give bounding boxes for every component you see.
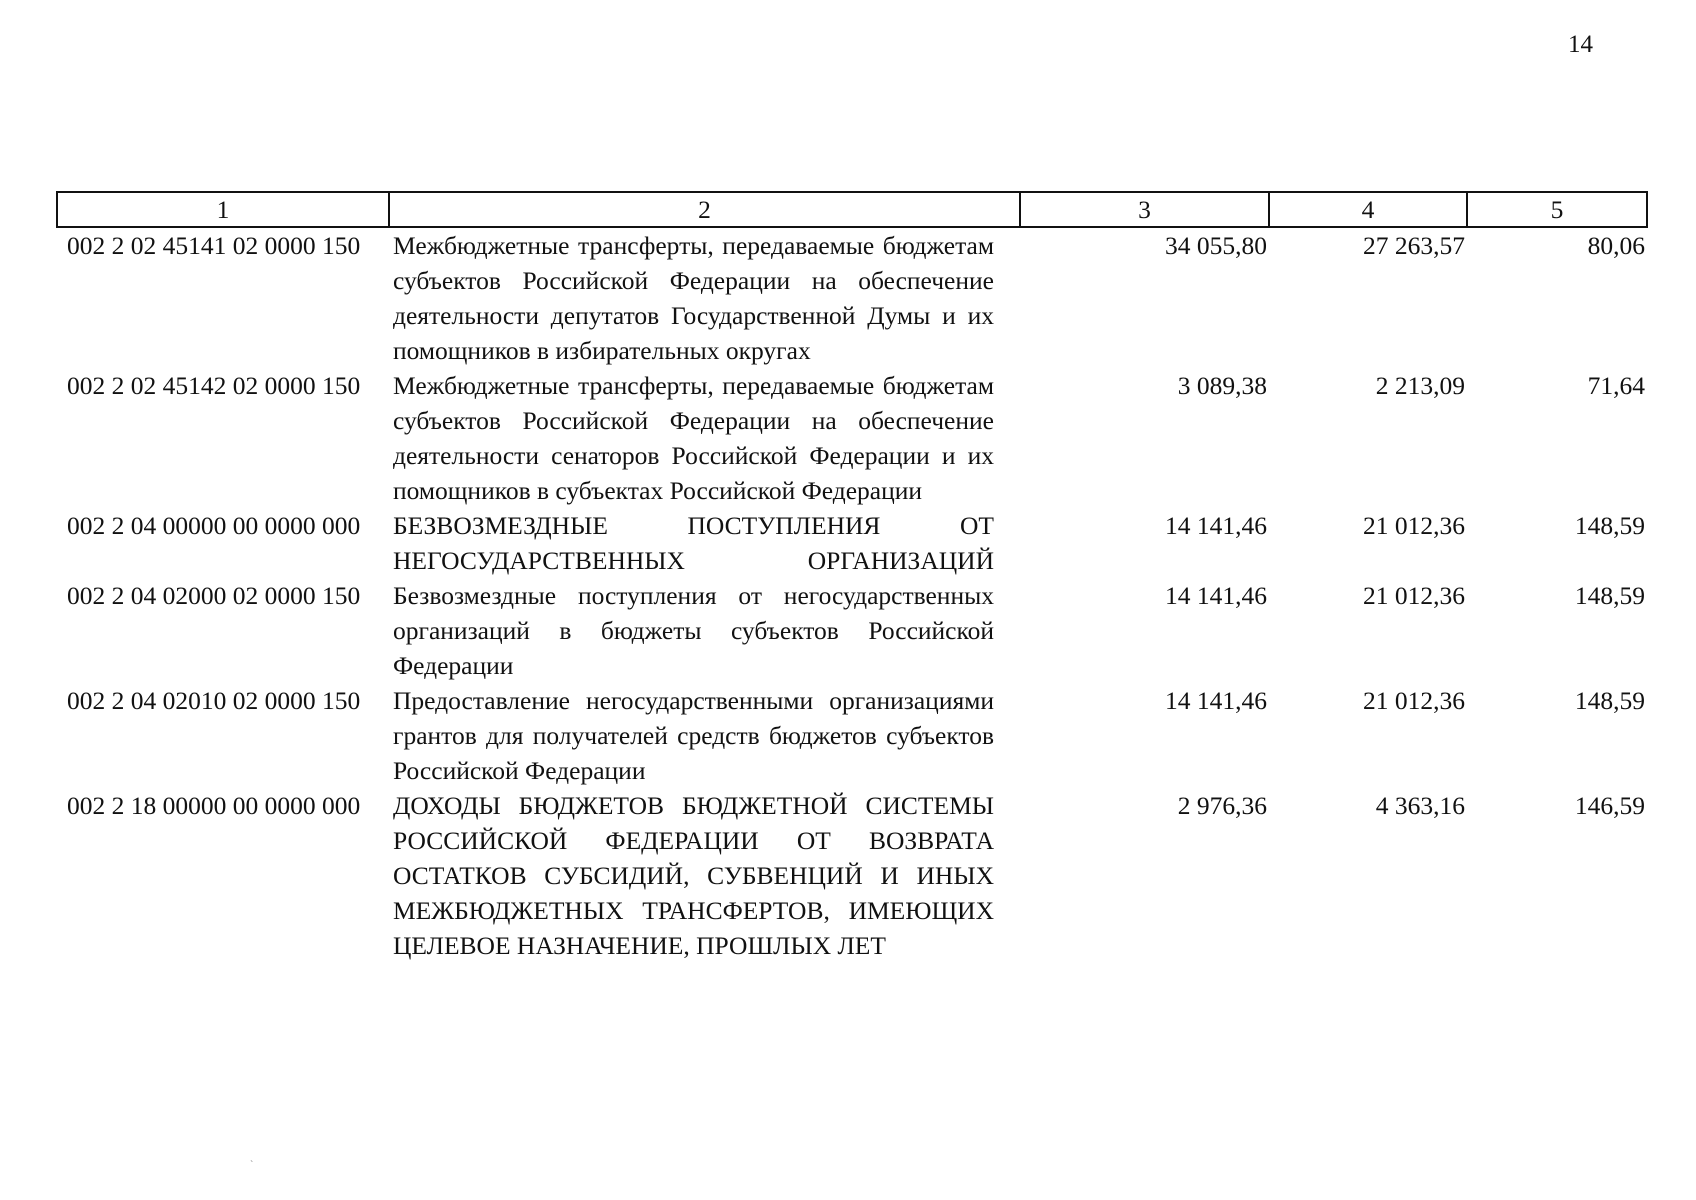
row-value-col4: 4 363,16 xyxy=(1375,791,1465,820)
row-value-col3: 14 141,46 xyxy=(1165,511,1267,540)
table-row xyxy=(57,368,1647,508)
table-header xyxy=(57,192,1647,227)
page-number: 14 xyxy=(1568,31,1593,58)
table-row xyxy=(57,508,1647,578)
row-value-col4: 27 263,57 xyxy=(1363,231,1465,260)
row-value-col5: 80,06 xyxy=(1587,231,1645,260)
table-row xyxy=(57,683,1647,788)
header-row xyxy=(57,192,1647,227)
row-code: 002 2 02 45141 02 0000 150 xyxy=(67,231,361,260)
header-col-4: 4 xyxy=(1269,192,1467,227)
header-col-1: 1 xyxy=(57,192,389,227)
row-description: ДОХОДЫ БЮДЖЕТОВ БЮДЖЕТНОЙ СИСТЕМЫ РОССИЙСКОЙ ФЕДЕРАЦИИ ОТ ВОЗВРАТА ОСТАТКОВ СУБСИДИЙ, СУБВЕНЦИЙ И ИНЫХ МЕЖБЮДЖЕТНЫХ ТРАНСФЕРТОВ, ИМЕЮЩИХ ЦЕЛЕВОЕ НАЗНАЧЕНИЕ, ПРОШЛЫХ ЛЕТ xyxy=(393,791,994,960)
header-col-5: 5 xyxy=(1467,192,1647,227)
row-value-col5: 148,59 xyxy=(1574,686,1645,715)
table-row xyxy=(57,578,1647,683)
row-value-col5: 146,59 xyxy=(1574,791,1645,820)
table-row xyxy=(57,788,1647,963)
row-code: 002 2 04 00000 00 0000 000 xyxy=(67,511,361,540)
row-value-col5: 148,59 xyxy=(1574,581,1645,610)
row-value-col4: 21 012,36 xyxy=(1363,686,1465,715)
row-value-col3: 34 055,80 xyxy=(1165,231,1267,260)
header-col-2: 2 xyxy=(389,192,1020,227)
row-description: БЕЗВОЗМЕЗДНЫЕ ПОСТУПЛЕНИЯ ОТ НЕГОСУДАРСТВЕННЫХ ОРГАНИЗАЦИЙ xyxy=(393,511,994,575)
row-description: Предоставление негосударственными организациями грантов для получателей средств бюджетов субъектов Российской Федерации xyxy=(393,686,994,785)
table-row xyxy=(57,227,1647,368)
row-value-col3: 14 141,46 xyxy=(1165,686,1267,715)
table-body xyxy=(57,227,1647,963)
row-code: 002 2 18 00000 00 0000 000 xyxy=(67,791,361,820)
row-value-col4: 21 012,36 xyxy=(1363,511,1465,540)
scan-artifact: ` xyxy=(250,1160,254,1171)
row-value-col5: 148,59 xyxy=(1574,511,1645,540)
row-description: Безвозмездные поступления от негосударственных организаций в бюджеты субъектов Российской Федерации xyxy=(393,581,994,680)
row-value-col4: 2 213,09 xyxy=(1375,371,1465,400)
row-value-col5: 71,64 xyxy=(1587,371,1645,400)
row-code: 002 2 04 02010 02 0000 150 xyxy=(67,686,361,715)
row-code: 002 2 04 02000 02 0000 150 xyxy=(67,581,361,610)
header-col-3: 3 xyxy=(1020,192,1269,227)
row-description: Межбюджетные трансферты, передаваемые бюджетам субъектов Российской Федерации на обеспечение деятельности сенаторов Российской Федерации и их помощников в субъектах Российской Федерации xyxy=(393,371,994,505)
row-description: Межбюджетные трансферты, передаваемые бюджетам субъектов Российской Федерации на обеспечение деятельности депутатов Государственной Думы и их помощников в избирательных округах xyxy=(393,231,994,365)
row-code: 002 2 02 45142 02 0000 150 xyxy=(67,371,361,400)
row-value-col3: 2 976,36 xyxy=(1177,791,1267,820)
budget-table xyxy=(56,191,1648,963)
row-value-col3: 3 089,38 xyxy=(1177,371,1267,400)
row-value-col4: 21 012,36 xyxy=(1363,581,1465,610)
row-value-col3: 14 141,46 xyxy=(1165,581,1267,610)
